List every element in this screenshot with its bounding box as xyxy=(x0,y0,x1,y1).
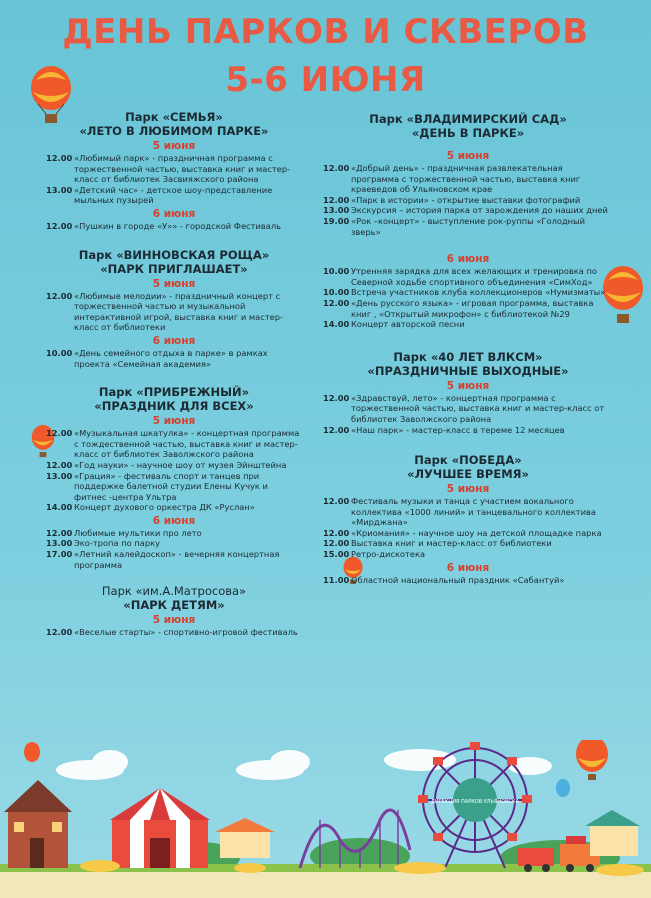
event-row xyxy=(323,195,613,206)
day-date: 6 июня xyxy=(152,207,196,220)
event-text: «Грация» - фестиваль спорт и танцев при поддержке балетной студии Елены Кучук и фитнес -центра Ультра xyxy=(74,470,268,502)
event-time: 10.00 xyxy=(323,266,350,277)
event-text: «Здравствуй, лето» - концертная программа с торжественной частью, выставка книг и мастер-класс от библиотек Заволжского района xyxy=(351,392,605,424)
event-row xyxy=(323,205,613,216)
event-row xyxy=(323,575,613,586)
event-time: 12.00 xyxy=(46,290,73,301)
park-subtitle: «ПАРК ПРИГЛАШАЕТ» xyxy=(100,261,248,276)
event-time: 13.00 xyxy=(46,470,73,481)
event-row xyxy=(46,471,302,503)
amusement-park-illustration xyxy=(0,740,651,898)
event-text: Областной национальный праздник «Сабантуй» xyxy=(351,574,565,585)
park-name: Парк «СЕМЬЯ» xyxy=(125,110,223,124)
event-time: 14.00 xyxy=(323,319,350,330)
event-text: «День русского языка» - игровая программа, выставка книг , «Открытый микрофон» с библиотекой №29 xyxy=(351,297,594,319)
event-time: 13.00 xyxy=(323,205,350,216)
day-date: 5 июня xyxy=(152,140,196,152)
event-time: 10.00 xyxy=(46,347,73,358)
day-date: 6 июня xyxy=(152,334,196,347)
day-date: 5 июня xyxy=(152,614,196,627)
event-text: «Парк в истории» - открытие выставки фотографий xyxy=(351,194,581,205)
day-date: 6 июня xyxy=(152,514,196,527)
event-time: 12.00 xyxy=(46,220,73,231)
event-time: 11.00 xyxy=(323,574,350,585)
event-text: «Добрый день» - праздничная развлекательная программа с торжественной частью, выставка книг краеведов об Ульяновском крае xyxy=(351,163,581,195)
event-time: 15.00 xyxy=(323,549,350,560)
day-date: 6 июня xyxy=(446,561,490,574)
event-text: «Любимые мелодии» - праздничный концерт с торжественной частью и музыкальной интерактивной игрой, выставка книг и мастер-класс от библиотеки xyxy=(74,290,284,333)
park-name: Парк «ПРИБРЕЖНЫЙ» xyxy=(98,385,250,400)
event-text: Выставка книг и мастер-класс от библиотеки xyxy=(351,538,552,549)
event-row xyxy=(46,528,302,539)
event-row xyxy=(323,549,613,560)
event-row xyxy=(323,528,613,539)
event-row xyxy=(46,221,302,232)
event-text: Концерт авторской песни xyxy=(351,319,465,330)
event-time: 19.00 xyxy=(323,215,350,226)
event-row xyxy=(46,627,302,638)
event-row xyxy=(323,393,613,425)
event-row xyxy=(323,319,613,330)
park-block xyxy=(46,110,302,232)
park-name: Парк «ВЛАДИМИРСКИЙ САД» xyxy=(369,112,567,126)
event-time: 12.00 xyxy=(323,496,350,507)
event-text: Любимые мультики про лето xyxy=(74,527,202,538)
day-date: 5 июня xyxy=(152,415,196,428)
event-text: «Летний калейдоскоп» - вечерняя концертная программа xyxy=(74,549,280,570)
event-row xyxy=(323,425,613,436)
event-text: «Музыкальная шкатулка» - концертная программа с тождественной частью, выставка книг и мастер-класс от библиотек Заволжского района xyxy=(74,428,300,460)
day-date: 5 июня xyxy=(446,150,490,162)
event-text: Экскурсия – история парка от зарождения до наших дней xyxy=(351,205,608,216)
event-time: 12.00 xyxy=(46,153,73,163)
park-block xyxy=(323,453,613,585)
event-text: «Наш парк» - мастер-класс в тереме 12 месяцев xyxy=(351,424,565,435)
event-time: 17.00 xyxy=(46,549,73,560)
park-subtitle: «ПРАЗДНИК ДЛЯ ВСЕХ» xyxy=(94,399,254,414)
event-time: 10.00 xyxy=(323,287,350,298)
event-row xyxy=(46,348,302,369)
poster-title: ДЕНЬ ПАРКОВ И СКВЕРОВ xyxy=(62,12,589,52)
event-time: 13.00 xyxy=(46,538,73,549)
park-subtitle: «ПРАЗДНИЧНЫЕ ВЫХОДНЫЕ» xyxy=(367,363,569,378)
event-time: 12.00 xyxy=(323,527,350,538)
event-time: 12.00 xyxy=(46,428,73,439)
park-block xyxy=(323,350,613,435)
park-subtitle: «ЛУЧШЕЕ ВРЕМЯ» xyxy=(407,467,529,482)
event-time: 12.00 xyxy=(46,627,73,638)
left-column xyxy=(46,110,302,644)
park-block xyxy=(46,385,302,570)
park-name: Парк «40 ЛЕТ ВЛКСМ» xyxy=(393,349,543,364)
event-time: 13.00 xyxy=(46,184,73,195)
day-date: 5 июня xyxy=(446,483,490,496)
park-block xyxy=(46,584,302,638)
event-text: Фестиваль музыки и танца с участием вокального коллектива «1000 линий» и танцевального коллектива «Мирджана» xyxy=(351,496,596,528)
event-row xyxy=(46,291,302,333)
right-column xyxy=(323,112,613,591)
day-date: 5 июня xyxy=(446,379,490,392)
event-time: 12.00 xyxy=(323,163,350,173)
park-name: Парк «ПОБЕДА» xyxy=(414,453,522,468)
poster-dates: 5-6 ИЮНЯ xyxy=(225,60,426,100)
event-text: Ретро-дискотека xyxy=(351,549,426,560)
event-time: 14.00 xyxy=(46,502,73,513)
park-directorate-logo-text: ДИРЕКЦИЯ ПАРКОВ УЛЬЯНОВСКА xyxy=(430,799,520,805)
event-text: «Рок –концерт» - выступление рок-руппы «Голодный зверь» xyxy=(351,215,586,237)
park-subtitle: «ЛЕТО В ЛЮБИМОМ ПАРКЕ» xyxy=(79,124,269,138)
event-row xyxy=(46,185,302,206)
event-row xyxy=(323,538,613,549)
park-name: Парк «им.А.Матросова» xyxy=(101,584,247,599)
event-row xyxy=(323,163,613,195)
event-time: 12.00 xyxy=(323,297,350,308)
event-text: «Веселые старты» - спортивно-игровой фестиваль xyxy=(74,627,298,638)
park-block xyxy=(323,112,613,330)
park-block xyxy=(46,248,302,370)
day-date: 5 июня xyxy=(152,277,196,290)
park-name: Парк «ВИННОВСКАЯ РОЩА» xyxy=(78,247,270,262)
park-subtitle: «ДЕНЬ В ПАРКЕ» xyxy=(411,126,525,140)
event-text: Утренняя зарядка для всех желающих и тренировка по Северной ходьбе спортивного объединения «СимХод» xyxy=(351,266,597,287)
event-text: «Год науки» - научное шоу от музея Эйнштейна xyxy=(74,459,287,470)
event-time: 12.00 xyxy=(323,392,350,403)
event-text: «Пушкин в городе «У»» - городской Фестиваль xyxy=(74,220,282,231)
event-text: Встреча участников клуба коллекционеров «Нумизматы» xyxy=(351,287,606,298)
event-row xyxy=(46,502,302,513)
event-row xyxy=(323,496,613,528)
event-text: Концерт духового оркестра ДК «Руслан» xyxy=(74,502,255,513)
event-text: «Любимый парк» - праздничная программа с торжественной частью, выставка книг и мастер-класс от библиотек Засвияжского района xyxy=(74,153,291,185)
day-date: 6 июня xyxy=(446,253,490,266)
park-subtitle: «ПАРК ДЕТЯМ» xyxy=(123,598,225,613)
event-time: 12.00 xyxy=(323,424,350,435)
event-text: «День семейного отдыха в парке» в рамках проекта «Семейная академия» xyxy=(74,347,268,369)
event-text: «Криомания» - научное шоу на детской площадке парка xyxy=(351,527,602,538)
event-row xyxy=(323,266,613,287)
event-text: Эко-тропа по парку xyxy=(74,538,161,549)
event-row xyxy=(46,549,302,570)
event-time: 12.00 xyxy=(323,194,350,205)
event-time: 12.00 xyxy=(46,459,73,470)
event-row xyxy=(323,216,613,237)
event-time: 12.00 xyxy=(46,527,73,538)
event-row xyxy=(323,298,613,319)
event-row xyxy=(46,538,302,549)
event-text: «Детский час» - детское шоу-представление мыльных пузырей xyxy=(74,184,273,206)
event-row xyxy=(46,460,302,471)
event-row xyxy=(46,428,302,460)
event-time: 12.00 xyxy=(323,538,350,549)
event-row xyxy=(323,287,613,298)
event-row xyxy=(46,153,302,185)
